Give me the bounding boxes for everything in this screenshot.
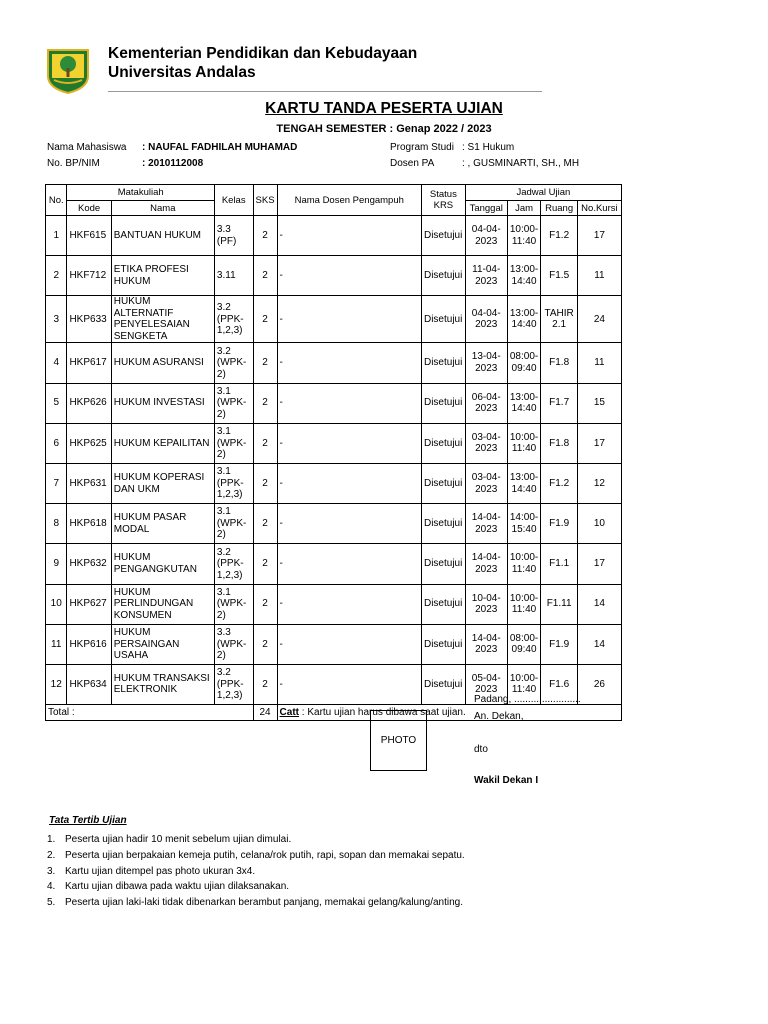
page-subtitle: TENGAH SEMESTER : Genap 2022 / 2023 (276, 123, 492, 135)
cell-kelas: 3.2 (PPK-1,2,3) (214, 664, 253, 704)
cell-no: 8 (46, 504, 67, 544)
signature-dto: dto (474, 744, 488, 755)
cell-kelas: 3.11 (214, 256, 253, 296)
program-value: : S1 Hukum (462, 142, 515, 153)
cell-kursi: 15 (577, 383, 621, 423)
cell-kursi: 11 (577, 343, 621, 383)
cell-kursi: 26 (577, 664, 621, 704)
cell-tanggal: 11-04-2023 (465, 256, 507, 296)
cell-tanggal: 04-04-2023 (465, 216, 507, 256)
cell-jam: 10:00-11:40 (507, 664, 541, 704)
cell-jam: 13:00-14:40 (507, 383, 541, 423)
cell-kelas: 3.3 (WPK-2) (214, 624, 253, 664)
table-note (277, 705, 621, 721)
cell-kursi: 17 (577, 423, 621, 463)
cell-jam: 08:00-09:40 (507, 624, 541, 664)
cell-jam: 10:00-11:40 (507, 423, 541, 463)
header-ruang: Ruang (541, 201, 577, 216)
rule-item (47, 864, 465, 880)
rule-number: 5. (47, 897, 56, 909)
advisor-label: Dosen PA (390, 158, 435, 169)
advisor-line (390, 158, 579, 169)
signature-an: An. Dekan, (474, 711, 524, 722)
cell-status: Disetujui (421, 544, 465, 584)
cell-jam: 10:00-11:40 (507, 544, 541, 584)
cell-nama: ETIKA PROFESI HUKUM (111, 256, 214, 296)
cell-status: Disetujui (421, 296, 465, 343)
cell-sks: 2 (253, 463, 277, 503)
institution-name (108, 44, 417, 82)
table-row (46, 296, 622, 343)
cell-status: Disetujui (421, 504, 465, 544)
cell-status: Disetujui (421, 383, 465, 423)
table-row (46, 256, 622, 296)
rules-list (47, 832, 465, 911)
program-line (390, 142, 514, 153)
cell-kode: HKP633 (67, 296, 111, 343)
total-sks: 24 (253, 705, 277, 721)
cell-no: 2 (46, 256, 67, 296)
cell-sks: 2 (253, 256, 277, 296)
signature-place: Padang, ........................ (474, 694, 581, 705)
header-jadwal: Jadwal Ujian (465, 185, 621, 201)
cell-dosen: - (277, 664, 421, 704)
signature-signer: Wakil Dekan I (474, 775, 539, 786)
rule-item (47, 832, 465, 848)
cell-dosen: - (277, 383, 421, 423)
table-row (46, 544, 622, 584)
cell-sks: 2 (253, 544, 277, 584)
cell-sks: 2 (253, 624, 277, 664)
rule-text: Kartu ujian ditempel pas photo ukuran 3x4. (65, 865, 256, 877)
cell-tanggal: 05-04-2023 (465, 664, 507, 704)
cell-nama: HUKUM INVESTASI (111, 383, 214, 423)
cell-status: Disetujui (421, 664, 465, 704)
total-row (46, 705, 622, 721)
header-tanggal: Tanggal (465, 201, 507, 216)
cell-dosen: - (277, 463, 421, 503)
cell-dosen: - (277, 216, 421, 256)
cell-kursi: 17 (577, 216, 621, 256)
cell-no: 9 (46, 544, 67, 584)
cell-kursi: 10 (577, 504, 621, 544)
cell-nama: HUKUM ASURANSI (111, 343, 214, 383)
header-dosen: Nama Dosen Pengampuh (277, 185, 421, 216)
cell-dosen: - (277, 624, 421, 664)
cell-no: 10 (46, 584, 67, 624)
cell-ruang: F1.7 (541, 383, 577, 423)
cell-status: Disetujui (421, 256, 465, 296)
note-label: Catt (279, 707, 299, 719)
note-text: : Kartu ujian harus dibawa saat ujian. (299, 707, 466, 719)
cell-kelas: 3.1 (WPK-2) (214, 504, 253, 544)
cell-ruang: F1.2 (541, 463, 577, 503)
cell-kelas: 3.1 (WPK-2) (214, 383, 253, 423)
cell-kursi: 11 (577, 256, 621, 296)
cell-kursi: 12 (577, 463, 621, 503)
cell-no: 4 (46, 343, 67, 383)
cell-ruang: F1.1 (541, 544, 577, 584)
cell-dosen: - (277, 256, 421, 296)
cell-kode: HKP618 (67, 504, 111, 544)
cell-tanggal: 14-04-2023 (465, 624, 507, 664)
rule-text: Peserta ujian berpakaian kemeja putih, celana/rok putih, rapi, sopan dan memakai sepatu. (65, 849, 465, 861)
cell-kode: HKP617 (67, 343, 111, 383)
university-seal-icon (44, 46, 92, 94)
cell-status: Disetujui (421, 463, 465, 503)
cell-no: 7 (46, 463, 67, 503)
rule-item (47, 895, 465, 911)
table-row (46, 383, 622, 423)
cell-nama: HUKUM KOPERASI DAN UKM (111, 463, 214, 503)
header-status: Status KRS (421, 185, 465, 216)
rules-title: Tata Tertib Ujian (49, 815, 127, 826)
cell-nama: BANTUAN HUKUM (111, 216, 214, 256)
total-label: Total : (46, 705, 254, 721)
cell-dosen: - (277, 584, 421, 624)
cell-kode: HKP616 (67, 624, 111, 664)
photo-box (370, 710, 427, 771)
cell-kursi: 14 (577, 584, 621, 624)
cell-no: 3 (46, 296, 67, 343)
rule-number: 4. (47, 881, 56, 893)
student-nim-value: : 2010112008 (142, 158, 204, 169)
cell-ruang: F1.8 (541, 423, 577, 463)
ministry-name: Kementerian Pendidikan dan Kebudayaan (108, 45, 418, 62)
program-label: Program Studi (390, 142, 454, 153)
cell-jam: 10:00-11:40 (507, 584, 541, 624)
student-nim-line (47, 158, 203, 169)
cell-sks: 2 (253, 343, 277, 383)
cell-kode: HKP625 (67, 423, 111, 463)
cell-kelas: 3.2 (WPK-2) (214, 343, 253, 383)
cell-kelas: 3.3 (PF) (214, 216, 253, 256)
cell-kelas: 3.2 (PPK-1,2,3) (214, 296, 253, 343)
table-row (46, 463, 622, 503)
header-no: No. (46, 185, 67, 216)
table-row (46, 216, 622, 256)
cell-no: 1 (46, 216, 67, 256)
cell-sks: 2 (253, 664, 277, 704)
student-name-value: : NAUFAL FADHILAH MUHAMAD (142, 142, 298, 153)
header-divider (108, 91, 542, 92)
cell-tanggal: 03-04-2023 (465, 463, 507, 503)
cell-tanggal: 13-04-2023 (465, 343, 507, 383)
cell-dosen: - (277, 544, 421, 584)
cell-kelas: 3.2 (PPK-1,2,3) (214, 544, 253, 584)
cell-status: Disetujui (421, 423, 465, 463)
cell-tanggal: 14-04-2023 (465, 544, 507, 584)
page-header (44, 44, 544, 92)
cell-jam: 08:00-09:40 (507, 343, 541, 383)
cell-nama: HUKUM PERSAINGAN USAHA (111, 624, 214, 664)
cell-nama: HUKUM PERLINDUNGAN KONSUMEN (111, 584, 214, 624)
cell-kode: HKP631 (67, 463, 111, 503)
cell-no: 11 (46, 624, 67, 664)
cell-status: Disetujui (421, 216, 465, 256)
cell-kursi: 17 (577, 544, 621, 584)
table-row (46, 343, 622, 383)
cell-kelas: 3.1 (PPK-1,2,3) (214, 463, 253, 503)
student-name-label: Nama Mahasiswa (47, 142, 127, 153)
cell-tanggal: 06-04-2023 (465, 383, 507, 423)
table-row (46, 584, 622, 624)
rule-number: 3. (47, 865, 56, 877)
cell-ruang: F1.9 (541, 504, 577, 544)
cell-no: 6 (46, 423, 67, 463)
cell-no: 5 (46, 383, 67, 423)
student-nim-label: No. BP/NIM (47, 158, 100, 169)
cell-ruang: F1.2 (541, 216, 577, 256)
cell-sks: 2 (253, 504, 277, 544)
cell-no: 12 (46, 664, 67, 704)
cell-kode: HKF712 (67, 256, 111, 296)
cell-sks: 2 (253, 383, 277, 423)
cell-nama: HUKUM ALTERNATIF PENYELESAIAN SENGKETA (111, 296, 214, 343)
cell-jam: 13:00-14:40 (507, 256, 541, 296)
rule-text: Peserta ujian laki-laki tidak dibenarkan berambut panjang, memakai gelang/kalung/anting. (65, 897, 464, 909)
cell-kelas: 3.1 (WPK-2) (214, 423, 253, 463)
cell-ruang: F1.5 (541, 256, 577, 296)
header-nama: Nama (111, 201, 214, 216)
cell-sks: 2 (253, 584, 277, 624)
header-kode: Kode (67, 201, 111, 216)
table-row (46, 504, 622, 544)
cell-ruang: F1.11 (541, 584, 577, 624)
cell-status: Disetujui (421, 343, 465, 383)
rule-text: Kartu ujian dibawa pada waktu ujian dilaksanakan. (65, 881, 290, 893)
cell-status: Disetujui (421, 584, 465, 624)
cell-tanggal: 10-04-2023 (465, 584, 507, 624)
cell-kursi: 24 (577, 296, 621, 343)
cell-dosen: - (277, 296, 421, 343)
cell-kode: HKP634 (67, 664, 111, 704)
exam-schedule-table (45, 184, 622, 721)
cell-ruang: F1.9 (541, 624, 577, 664)
cell-ruang: F1.8 (541, 343, 577, 383)
cell-jam: 14:00-15:40 (507, 504, 541, 544)
table-row (46, 624, 622, 664)
cell-nama: HUKUM PENGANGKUTAN (111, 544, 214, 584)
cell-nama: HUKUM KEPAILITAN (111, 423, 214, 463)
cell-nama: HUKUM PASAR MODAL (111, 504, 214, 544)
rule-item (47, 848, 465, 864)
cell-kursi: 14 (577, 624, 621, 664)
cell-dosen: - (277, 423, 421, 463)
cell-kode: HKP632 (67, 544, 111, 584)
cell-status: Disetujui (421, 624, 465, 664)
header-kursi: No.Kursi (577, 201, 621, 216)
header-sks: SKS (253, 185, 277, 216)
cell-ruang: TAHIR 2.1 (541, 296, 577, 343)
cell-kode: HKP627 (67, 584, 111, 624)
header-matakuliah: Matakuliah (67, 185, 214, 201)
rule-number: 2. (47, 849, 56, 861)
cell-kelas: 3.1 (WPK-2) (214, 584, 253, 624)
cell-ruang: F1.6 (541, 664, 577, 704)
header-kelas: Kelas (214, 185, 253, 216)
cell-jam: 13:00-14:40 (507, 463, 541, 503)
student-name-line (47, 142, 297, 153)
cell-tanggal: 03-04-2023 (465, 423, 507, 463)
cell-dosen: - (277, 343, 421, 383)
cell-tanggal: 04-04-2023 (465, 296, 507, 343)
table-row (46, 423, 622, 463)
cell-dosen: - (277, 504, 421, 544)
photo-label: PHOTO (380, 735, 417, 746)
page-title: KARTU TANDA PESERTA UJIAN (265, 100, 503, 117)
cell-jam: 10:00-11:40 (507, 216, 541, 256)
header-jam: Jam (507, 201, 541, 216)
cell-kode: HKP626 (67, 383, 111, 423)
cell-sks: 2 (253, 296, 277, 343)
advisor-value: : , GUSMINARTI, SH., MH (462, 158, 580, 169)
cell-jam: 13:00-14:40 (507, 296, 541, 343)
cell-sks: 2 (253, 423, 277, 463)
cell-tanggal: 14-04-2023 (465, 504, 507, 544)
university-name: Universitas Andalas (108, 64, 256, 81)
rule-number: 1. (47, 834, 56, 845)
rule-text: Peserta ujian hadir 10 menit sebelum ujian dimulai. (65, 834, 292, 845)
rule-item (47, 879, 465, 895)
cell-nama: HUKUM TRANSAKSI ELEKTRONIK (111, 664, 214, 704)
cell-sks: 2 (253, 216, 277, 256)
cell-kode: HKF615 (67, 216, 111, 256)
